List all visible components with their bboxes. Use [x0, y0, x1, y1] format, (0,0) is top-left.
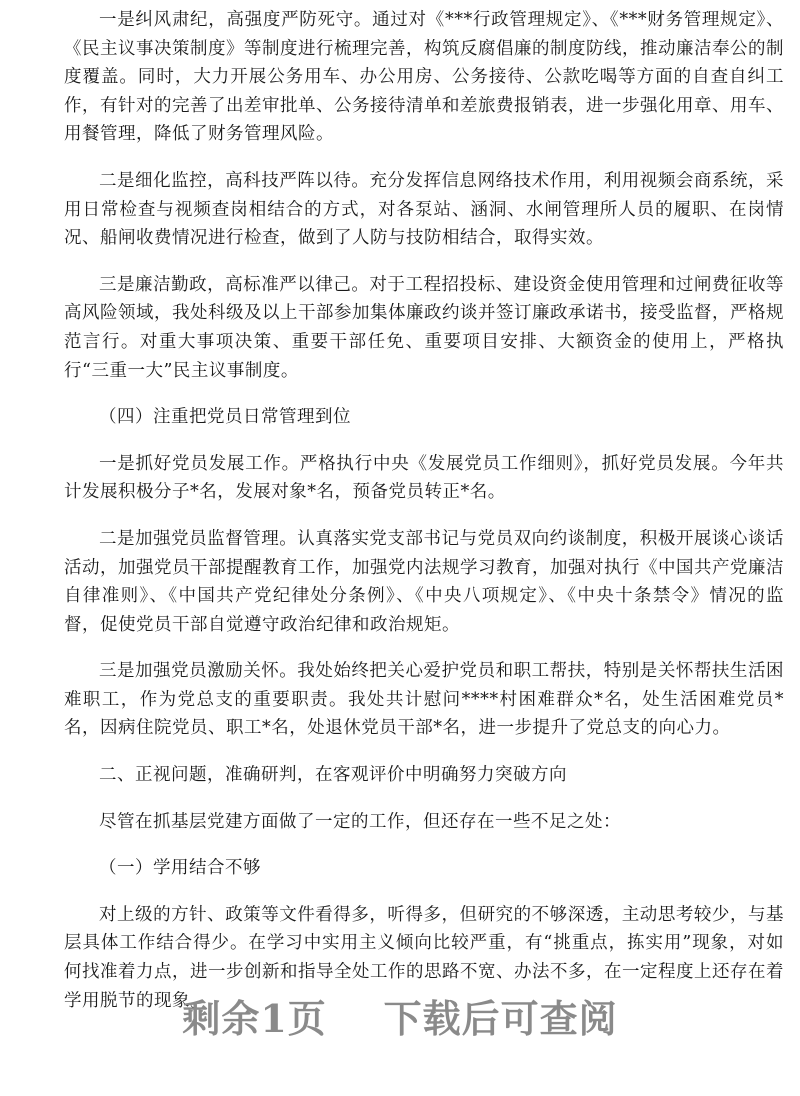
- section-heading-member-management: （四）注重把党员日常管理到位: [99, 407, 351, 428]
- paragraph-member-supervision: 二是加强党员监督管理。认真落实党支部书记与党员双向约谈制度，积极开展谈心谈话活动，加强党员干部提醒教育工作，加强党内法规学习教育，加强对执行《中国共产党廉洁自律准则》、《中国共产党纪律处分条例》、《中央八项规定》、《中央十条禁令》情况的监督，促使党员干部自觉遵守政治纪律和政治规矩。: [64, 528, 784, 635]
- paragraph-integrity: 三是廉洁勤政，高标准严以律己。对于工程招投标、建设资金使用管理和过闸费征收等高风险领域，我处科级及以上干部参加集体廉政约谈并签订廉政承诺书，接受监督，严格规范言行。对重大事项决策、重要干部任免、重要项目安排、大额资金的使用上，严格执行“三重一大”民主议事制度。: [64, 274, 784, 381]
- paragraph-shortcomings-intro: 尽管在抓基层党建方面做了一定的工作，但还存在一些不足之处：: [99, 811, 621, 832]
- paragraph-study-application: 对上级的方针、政策等文件看得多，听得多，但研究的不够深透，主动思考较少，与基层具体工作结合得少。在学习中实用主义倾向比较严重，有“挑重点，拣实用”现象，对如何找准着力点，进一步创新和指导全处工作的思路不宽、办法不多，在一定程度上还存在着学用脱节的现象。: [64, 904, 784, 1011]
- paragraph-monitoring: 二是细化监控，高科技严阵以待。充分发挥信息网络技术作用，利用视频会商系统，采用日常检查与视频查岗相结合的方式，对各泵站、涵洞、水闸管理所人员的履职、在岗情况、船闸收费情况进行检查，做到了人防与技防相结合，取得实效。: [64, 170, 784, 249]
- remaining-pages-banner[interactable]: 剩余1页 下载后可查阅: [182, 996, 618, 1041]
- document-body: [64, 6, 784, 1033]
- paragraph-member-development: 一是抓好党员发展工作。严格执行中央《发展党员工作细则》，抓好党员发展。今年共计发展积极分子*名，发展对象*名，预备党员转正*名。: [64, 453, 784, 503]
- paragraph-member-care: 三是加强党员激励关怀。我处始终把关心爱护党员和职工帮扶，特别是关怀帮扶生活困难职工，作为党总支的重要职责。我处共计慰问****村困难群众*名，处生活困难党员*名，因病住院党员、职工*名，处退休党员干部*名，进一步提升了党总支的向心力。: [64, 661, 784, 739]
- section-heading-problems: 二、正视问题，准确研判，在客观评价中明确努力突破方向: [99, 765, 567, 786]
- paragraph-discipline: 一是纠风肃纪，高强度严防死守。通过对《***行政管理规定》、《***财务管理规定》、《民主议事决策制度》等制度进行梳理完善，构筑反腐倡廉的制度防线，推动廉洁奉公的制度覆盖。同时，大力开展公务用车、办公用房、公务接待、公款吃喝等方面的自查自纠工作，有针对的完善了出差审批单、公务接待清单和差旅费报销表，进一步强化用章、用车、用餐管理，降低了财务管理风险。: [64, 10, 784, 145]
- section-heading-study-application: （一）学用结合不够: [99, 858, 261, 879]
